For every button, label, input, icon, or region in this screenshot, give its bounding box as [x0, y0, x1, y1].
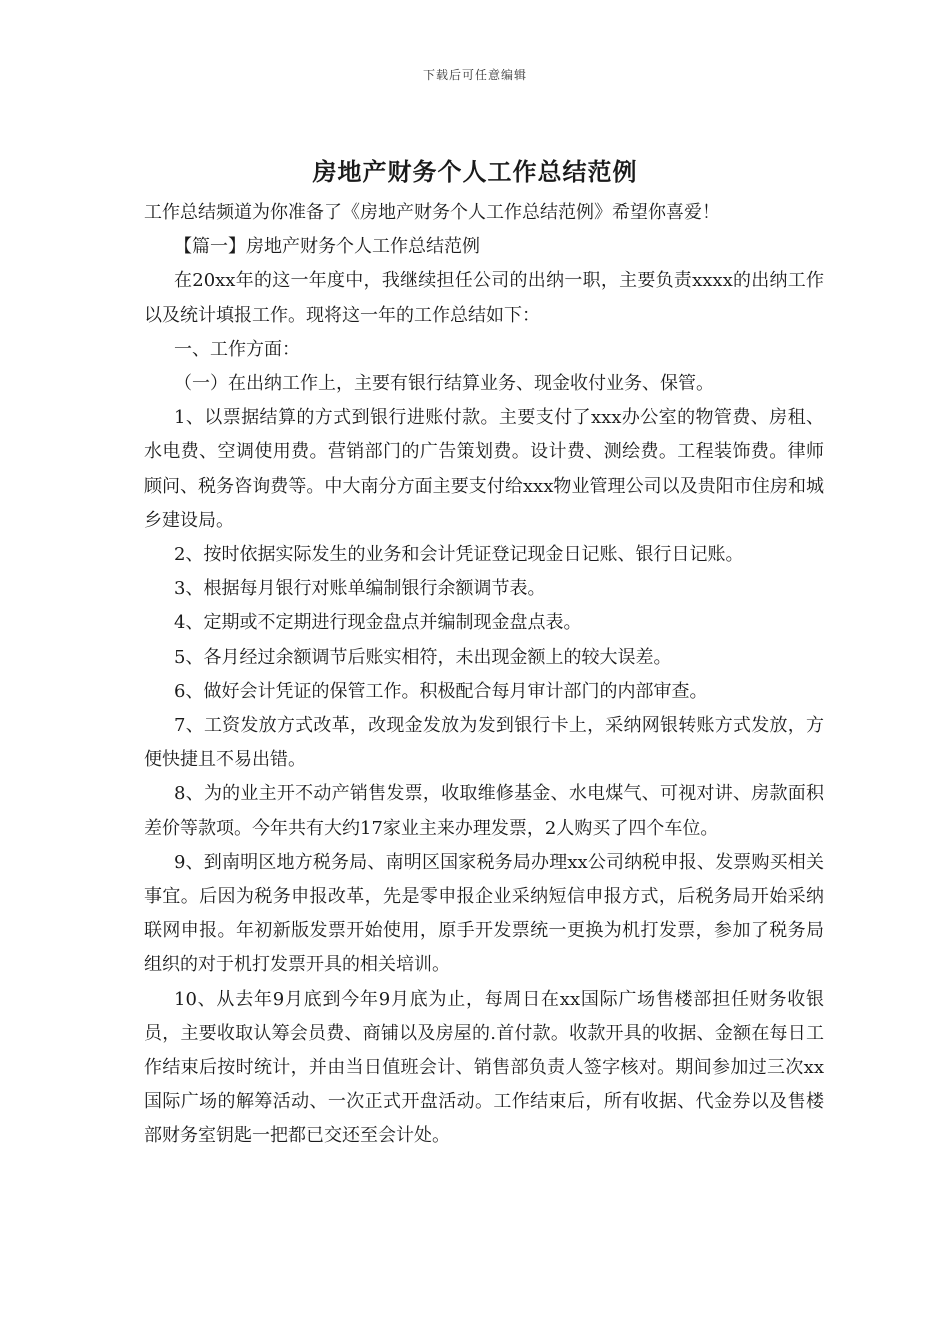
body-paragraph: 4、定期或不定期进行现金盘点并编制现金盘点表。 [174, 612, 582, 634]
body-paragraph: 7、工资发放方式改革，改现金发放为发到银行卡上，采纳网银转账方式发放，方便快捷且不易出错。 [144, 715, 824, 771]
body-paragraph: 在20xx年的这一年度中，我继续担任公司的出纳一职，主要负责xxxx的出纳工作以及统计填报工作。现将这一年的工作总结如下： [144, 270, 824, 326]
header-note: 下载后可任意编辑 [422, 68, 527, 82]
body-paragraph: 3、根据每月银行对账单编制银行余额调节表。 [174, 578, 546, 600]
document-title: 房地产财务个人工作总结范例 [312, 157, 638, 186]
body-paragraph: 一、工作方面： [174, 338, 300, 360]
body-paragraph: 5、各月经过余额调节后账实相符，未出现金额上的较大误差。 [174, 646, 672, 668]
document-body [144, 196, 824, 1154]
body-paragraph: 6、做好会计凭证的保管工作。积极配合每月审计部门的内部审查。 [174, 680, 708, 702]
body-paragraph: 2、按时依据实际发生的业务和会计凭证登记现金日记账、银行日记账。 [174, 544, 744, 566]
body-paragraph: 工作总结频道为你准备了《房地产财务个人工作总结范例》希望你喜爱！ [144, 202, 720, 223]
body-paragraph: 【篇一】房地产财务个人工作总结范例 [174, 236, 480, 258]
body-paragraph: 8、为的业主开不动产销售发票，收取维修基金、水电煤气、可视对讲、房款面积差价等款项。今年共有大约17家业主来办理发票，2人购买了四个车位。 [144, 783, 824, 839]
body-paragraph: （一）在出纳工作上，主要有银行结算业务、现金收付业务、保管。 [174, 373, 714, 395]
body-paragraph: 9、到南明区地方税务局、南明区国家税务局办理xx公司纳税申报、发票购买相关事宜。后因为税务申报改革，先是零申报企业采纳短信申报方式，后税务局开始采纳联网申报。年初新版发票开始使用，原手开发票统一更换为机打发票，参加了税务局组织的对于机打发票开具的相关培训。 [144, 851, 824, 976]
body-paragraph: 10、从去年9月底到今年9月底为止，每周日在xx国际广场售楼部担任财务收银员，主要收取认筹会员费、商铺以及房屋的.首付款。收款开具的收据、金额在每日工作结束后按时统计，并由当日值班会计、销售部负责人签字核对。期间参加过三次xx国际广场的解筹活动、一次正式开盘活动。工作结束后，所有收据、代金券以及售楼部财务室钥匙一把都已交还至会计处。 [144, 988, 824, 1147]
body-paragraph: 1、以票据结算的方式到银行进账付款。主要支付了xxx办公室的物管费、房租、水电费、空调使用费。营销部门的广告策划费。设计费、测绘费。工程装饰费。律师顾问、税务咨询费等。中大南分方面主要支付给xxx物业管理公司以及贵阳市住房和城乡建设局。 [144, 407, 824, 531]
